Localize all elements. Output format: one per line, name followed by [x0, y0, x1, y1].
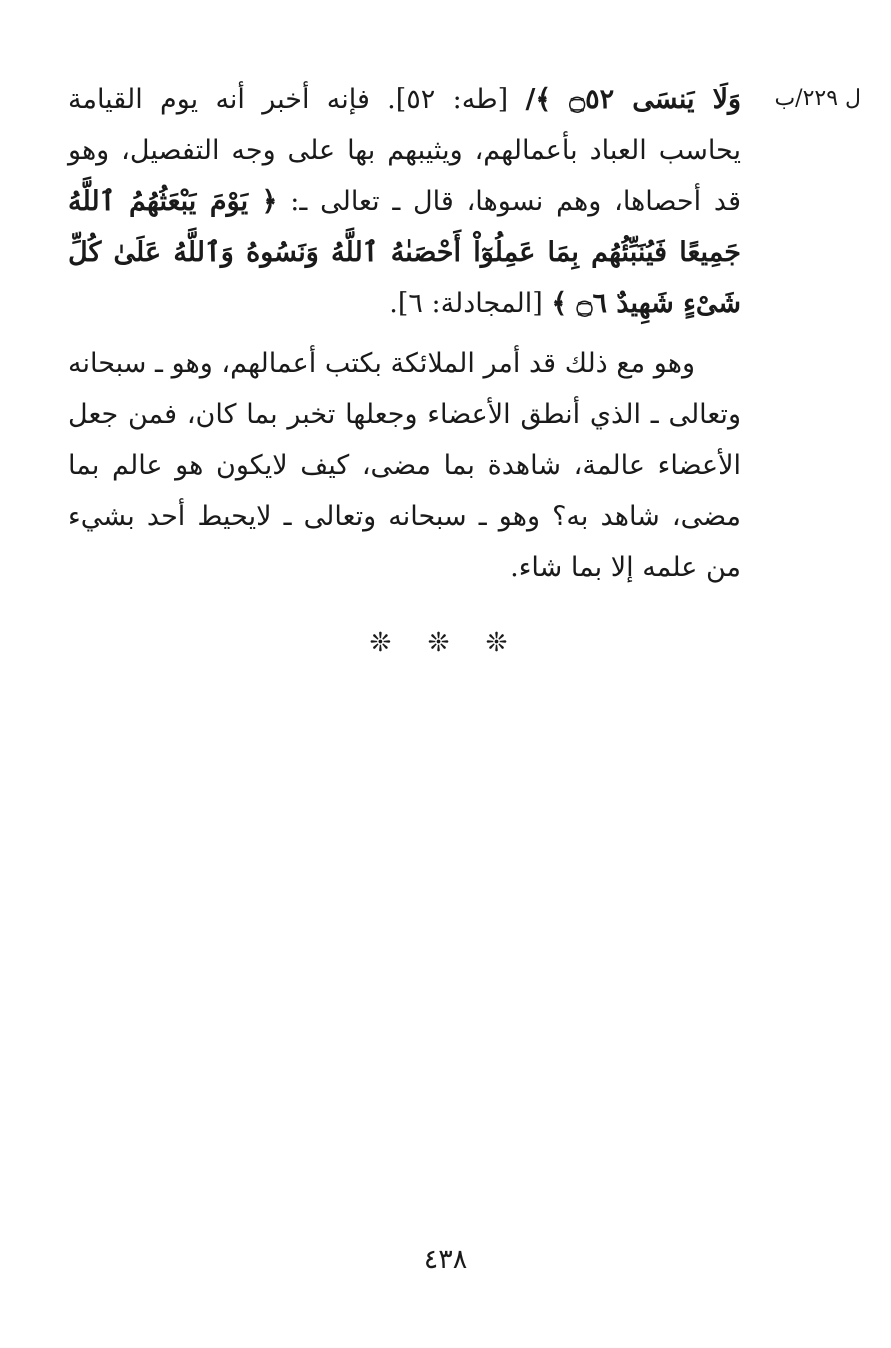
- quran-verse-ending: وَلَا يَنسَى ۝٥٢ ﴾/: [525, 84, 742, 115]
- paragraph-1-text: فإنه أخبر أنه يوم القيامة يحاسب العباد بأعمالهم، ويثيبهم بها على وجه التفصيل، وهو قد أحصاها، وهم نسوها، قال ـ تعالى ـ:: [68, 84, 741, 217]
- page-number: ٤٣٨: [423, 1244, 468, 1275]
- main-text: [68, 74, 741, 593]
- paragraph-1: [68, 74, 741, 329]
- quran-verse: ﴿ يَوْمَ يَبْعَثُهُمُ ٱللَّهُ جَمِيعًا فَيُنَبِّئُهُم بِمَا عَمِلُوٓاْ أَحْصَىٰهُ ٱللَّهُ وَنَسُوهُ وَٱللَّهُ عَلَىٰ كُلِّ شَىْءٍ شَهِيدٌ ۝٦ ﴾: [68, 186, 741, 319]
- section-separator: ❊ ❊ ❊: [369, 628, 522, 658]
- verse-citation: [المجادلة: ٦].: [389, 288, 543, 319]
- paragraph-2: وهو مع ذلك قد أمر الملائكة بكتب أعمالهم، وهو ـ سبحانه وتعالى ـ الذي أنطق الأعضاء وجعلها تخبر بما كان، فمن جعل الأعضاء عالمة، شاهدة بما مضى، كيف لايكون هو عالم بما مضى، شاهد به؟ وهو ـ سبحانه وتعالى ـ لايحيط أحد بشيء من علمه إلا بما شاء.: [68, 348, 741, 583]
- manuscript-folio-reference: ل ٢٢٩/ب: [774, 86, 861, 111]
- verse-citation: [طه: ٥٢].: [387, 84, 509, 115]
